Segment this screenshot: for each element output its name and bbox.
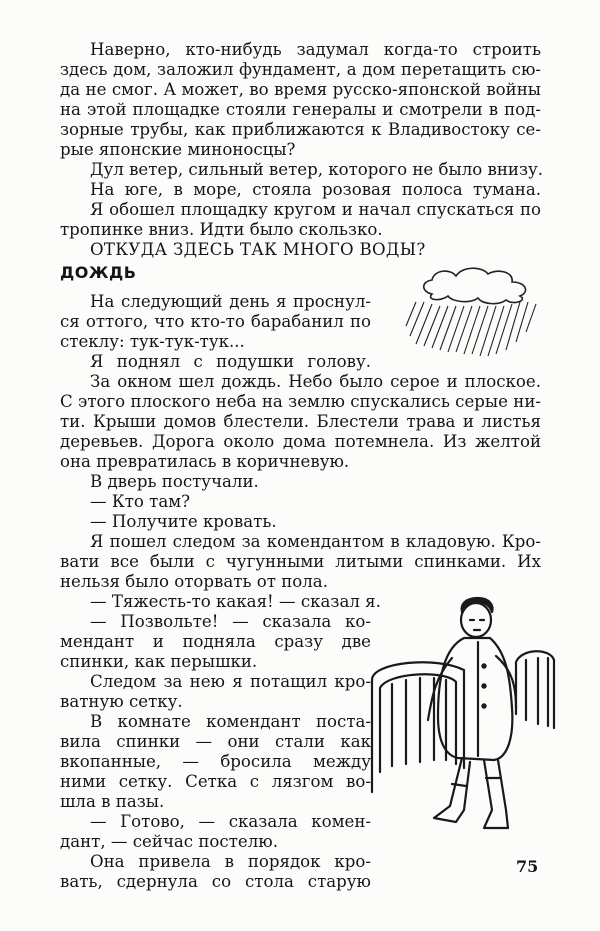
text-line: дант, — сейчас постелю. [60,832,278,851]
text-line: мендант и подняла сразу две [60,632,371,651]
text-line: — Позвольте! — сказала ко- [90,612,371,631]
text-line: — Тяжесть-то какая! — сказал я. [90,592,381,611]
text-line: вкопанные, — бросила между [60,752,371,771]
text-line: Я обошел площадку кругом и начал спускаться по [90,200,541,219]
chapter-heading: ДОЖДЬ [60,263,137,282]
text-line: Я пошел следом за комендантом в кладовую. Кро- [90,532,541,551]
text-line: — Готово, — сказала комен- [90,812,371,831]
text-line: За окном шел дождь. Небо было серое и плоское. [90,372,541,391]
text-line: шла в пазы. [60,792,165,811]
text-line: На юге, в море, стояла розовая полоса тумана. [90,180,541,199]
text-line: зорные трубы, как приближаются к Владивостоку се- [60,120,541,139]
text-line: спинки, как перышки. [60,652,258,671]
text-line: рые японские миноносцы? [60,140,296,159]
text-line: ними сетку. Сетка с лязгом во- [60,772,371,791]
text-line: Дул ветер, сильный ветер, которого не было внизу. [90,160,544,179]
text-line: Наверно, кто-нибудь задумал когда-то строить [90,40,541,59]
woman-carrying-bed-illustration [366,596,556,846]
text-line: тропинке вниз. Идти было скользко. [60,220,383,239]
text-line: На следующий день я проснул- [90,292,371,311]
text-line: на этой площадке стояли генералы и смотрели в под- [60,100,541,119]
text-line: здесь дом, заложил фундамент, а дом перетащить сю- [60,60,541,79]
text-line: ся оттого, что кто-то барабанил по [60,312,371,331]
text-line: вати все были с чугунными литыми спинками. Их [60,552,541,571]
text-line: Она привела в порядок кро- [90,852,371,871]
rain-cloud-illustration [402,262,552,362]
text-line: она превратилась в коричневую. [60,452,350,471]
text-line: Следом за нею я потащил кро- [90,672,371,691]
page-number: 75 [516,857,539,876]
text-line: нельзя было оторвать от пола. [60,572,328,591]
question-line: ОТКУДА ЗДЕСЬ ТАК МНОГО ВОДЫ? [90,240,426,259]
text-line: ватную сетку. [60,692,183,711]
text-line: да не смог. А может, во время русско-японской войны [60,80,541,99]
text-line: деревьев. Дорога около дома потемнела. Из желтой [60,432,541,451]
text-line: ти. Крыши домов блестели. Блестели трава и листья [60,412,541,431]
text-line: вать, сдернула со стола старую [60,872,371,891]
text-line: вила спинки — они стали как [60,732,371,751]
text-line: В дверь постучали. [90,472,259,491]
text-line: стеклу: тук-тук-тук... [60,332,245,351]
text-line: Я поднял с подушки голову. [90,352,371,371]
text-line: В комнате комендант поста- [90,712,371,731]
text-line: — Кто там? [90,492,191,511]
text-line: С этого плоского неба на землю спускались серые ни- [60,392,541,411]
text-line: — Получите кровать. [90,512,277,531]
